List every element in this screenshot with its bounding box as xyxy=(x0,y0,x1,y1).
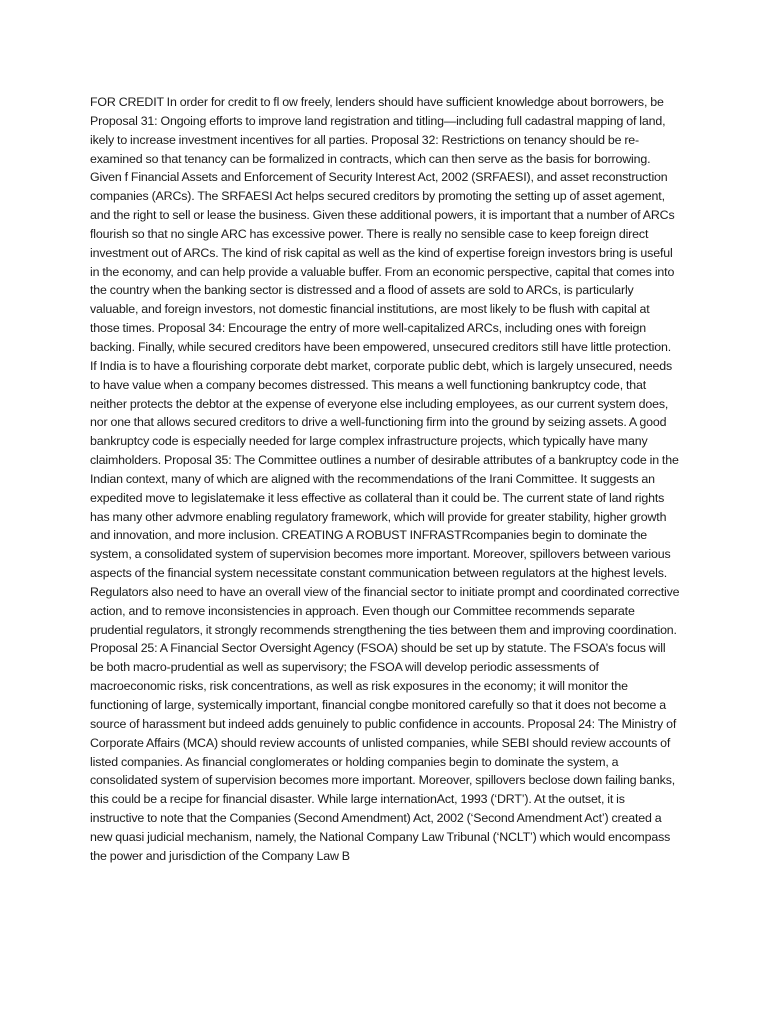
body-paragraph: FOR CREDIT In order for credit to fl ow freely, lenders should have sufficient knowledge about borrowers, be Proposal 31: Ongoing efforts to improve land registration and titling—including full cadastral mapping of land, ikely to increase investment incentives for all parties. Proposal 32: Restrictions on tenancy should be re-examined so that tenancy can be formalized in contracts, which can then serve as the basis for borrowing. Given f Financial Assets and Enforcement of Security Interest Act, 2002 (SRFAESI), and asset reconstruction companies (ARCs). The SRFAESI Act helps secured creditors by promoting the setting up of asset agement, and the right to sell or lease the business. Given these additional powers, it is important that a number of ARCs flourish so that no single ARC has excessive power. There is really no sensible case to keep foreign direct investment out of ARCs. The kind of risk capital as well as the kind of expertise foreign investors bring is useful in the economy, and can help provide a valuable buffer. From an economic perspective, capital that comes into the country when the banking sector is distressed and a flood of assets are sold to ARCs, is particularly valuable, and foreign investors, not domestic financial institutions, are most likely to be flush with capital at those times. Proposal 34: Encourage the entry of more well-capitalized ARCs, including ones with foreign backing. Finally, while secured creditors have been empowered, unsecured creditors still have little protection. If India is to have a flourishing corporate debt market, corporate public debt, which is largely unsecured, needs to have value when a company becomes distressed. This means a well functioning bankruptcy code, that neither protects the debtor at the expense of everyone else including employees, as our current system does, nor one that allows secured creditors to drive a well-functioning firm into the ground by seizing assets. A good bankruptcy code is especially needed for large complex infrastructure projects, which typically have many claimholders. Proposal 35: The Committee outlines a number of desirable attributes of a bankruptcy code in the Indian context, many of which are aligned with the recommendations of the Irani Committee. It suggests an expedited move to legislatemake it less effective as collateral than it could be. The current state of land rights has many other advmore enabling regulatory framework, which will provide for greater stability, higher growth and innovation, and more inclusion. CREATING A ROBUST INFRASTRcompanies begin to dominate the system, a consolidated system of supervision becomes more important. Moreover, spillovers between various aspects of the financial system necessitate constant communication between regulators at the highest levels. Regulators also need to have an overall view of the financial sector to initiate prompt and coordinated corrective action, and to remove inconsistencies in approach. Even though our Committee recommends separate prudential regulators, it strongly recommends strengthening the ties between them and improving coordination. Proposal 25: A Financial Sector Oversight Agency (FSOA) should be set up by statute. The FSOA’s focus will be both macro-prudential as well as supervisory; the FSOA will develop periodic assessments of macroeconomic risks, risk concentrations, as well as risk exposures in the economy; it will monitor the functioning of large, systemically important, financial congbe monitored carefully so that it does not become a source of harassment but indeed adds genuinely to public confidence in accounts. Proposal 24: The Ministry of Corporate Affairs (MCA) should review accounts of unlisted companies, while SEBI should review accounts of listed companies. As financial conglomerates or holding companies begin to dominate the system, a consolidated system of supervision becomes more important. Moreover, spillovers beclose down failing banks, this could be a recipe for financial disaster. While large internationAct, 1993 (‘DRT’). At the outset, it is instructive to note that the Companies (Second Amendment) Act, 2002 (‘Second Amendment Act’) created a new quasi judicial mechanism, namely, the National Company Law Tribunal (‘NCLT’) which would encompass the power and jurisdiction of the Company Law B xyxy=(90,95,680,863)
